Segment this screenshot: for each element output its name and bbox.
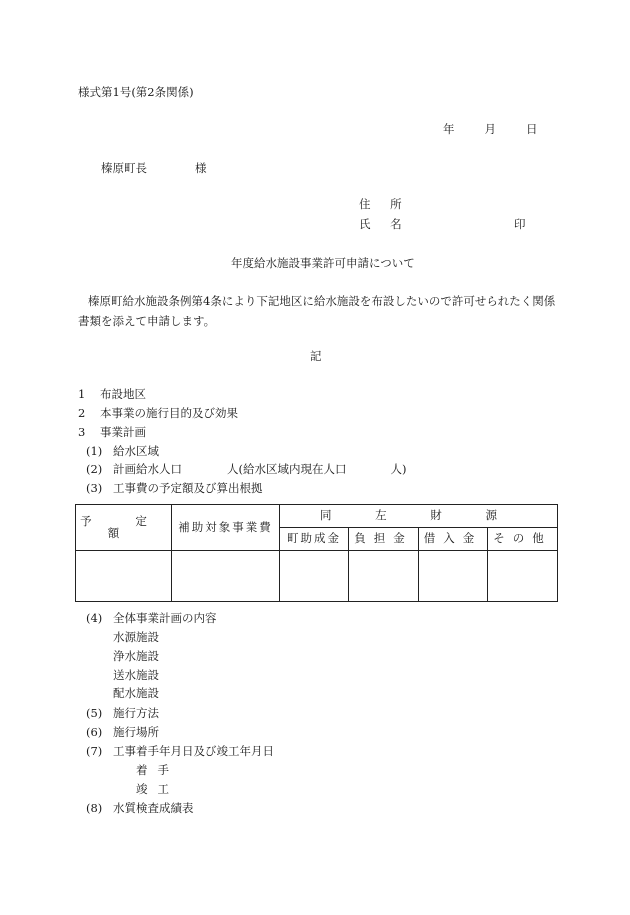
plan-item-8: (8) 水質検査成績表 <box>86 801 194 815</box>
work-start: 着手 <box>136 763 179 777</box>
plan-item-5: (5) 施行方法 <box>86 706 159 720</box>
addressee-name: 榛原町長 <box>101 161 147 175</box>
body-paragraph: 榛原町給水施設条例第4条により下記地区に給水施設を布設したいので許可せられたく関係書類を添えて申請します。 <box>78 294 556 328</box>
table-cell <box>76 551 172 602</box>
col-loan: 借入金 <box>419 528 488 551</box>
col-other: その他 <box>488 528 558 551</box>
document-subject: 年度給水施設事業許可申請について <box>231 256 415 270</box>
col-contribution: 負担金 <box>349 528 419 551</box>
item-2: 2 本事業の施行目的及び効果 <box>78 406 238 420</box>
col-planned-amount: 予 定 額 <box>76 505 172 551</box>
item-1: 1 布設地区 <box>78 387 146 401</box>
seal-mark: 印 <box>514 217 526 231</box>
table-cell <box>419 551 488 602</box>
addressee <box>101 163 207 175</box>
plan-item-3: (3) 工事費の予定額及び算出根拠 <box>86 481 263 495</box>
date-line <box>443 124 538 136</box>
col-town-grant: 町助成金 <box>280 528 349 551</box>
plan-item-7: (7) 工事着手年月日及び竣工年月日 <box>86 744 274 758</box>
name-label: 氏 名 <box>359 217 410 231</box>
facility-item: 配水施設 <box>113 686 159 700</box>
plan-item-1: (1) 給水区域 <box>86 444 159 458</box>
budget-table <box>75 504 558 602</box>
facility-item: 水源施設 <box>113 630 159 644</box>
form-number: 様式第1号(第2条関係) <box>78 85 194 99</box>
table-cell <box>488 551 558 602</box>
plan-item-4: (4) 全体事業計画の内容 <box>86 611 217 625</box>
item-3: 3 事業計画 <box>78 425 146 439</box>
plan-item-2: (2) 計画給水人口 人(給水区域内現在人口 人) <box>86 462 407 476</box>
table-cell <box>172 551 280 602</box>
month-label: 月 <box>484 122 496 136</box>
plan-item-6: (6) 施行場所 <box>86 725 159 739</box>
table-cell <box>349 551 419 602</box>
address-label: 住 所 <box>359 197 410 211</box>
day-label: 日 <box>526 122 538 136</box>
facility-item: 送水施設 <box>113 668 159 682</box>
table-cell <box>280 551 349 602</box>
col-funding-source: 同 左 財 源 <box>280 505 558 528</box>
honorific: 様 <box>195 161 207 175</box>
work-completion: 竣工 <box>136 782 179 796</box>
facility-item: 浄水施設 <box>113 649 159 663</box>
col-subsidy-cost: 補助対象事業費 <box>172 505 280 551</box>
ki-heading: 記 <box>310 349 322 363</box>
year-label: 年 <box>443 122 455 136</box>
